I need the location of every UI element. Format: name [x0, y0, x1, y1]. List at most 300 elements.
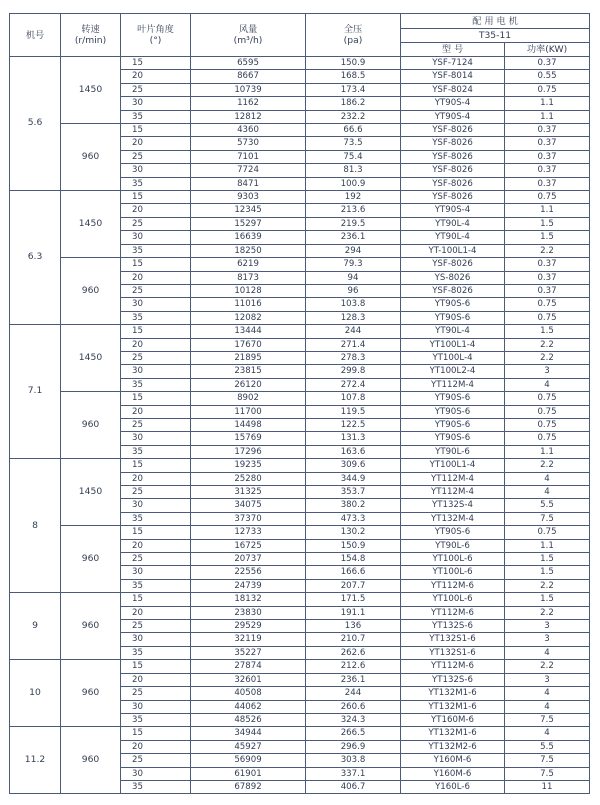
flow-cell: 31325 — [191, 486, 306, 499]
motor-power-cell: 2.2 — [505, 606, 590, 619]
motor-type-cell: Y160L-6 — [401, 780, 505, 793]
pressure-cell: 219.5 — [306, 217, 401, 230]
flow-cell: 7724 — [191, 164, 306, 177]
motor-power-cell: 0.37 — [505, 258, 590, 271]
angle-cell: 25 — [121, 351, 191, 364]
flow-cell: 5730 — [191, 137, 306, 150]
pressure-cell: 210.7 — [306, 633, 401, 646]
motor-power-cell: 3 — [505, 620, 590, 633]
pressure-cell: 244 — [306, 687, 401, 700]
motor-type-cell: YT90S-6 — [401, 392, 505, 405]
flow-cell: 67892 — [191, 780, 306, 793]
angle-cell: 20 — [121, 338, 191, 351]
motor-type-cell: YT112M-4 — [401, 486, 505, 499]
angle-cell: 30 — [121, 298, 191, 311]
flow-cell: 27874 — [191, 660, 306, 673]
motor-power-cell: 2.2 — [505, 459, 590, 472]
motor-power-cell: 1.1 — [505, 445, 590, 458]
motor-power-cell: 4 — [505, 700, 590, 713]
pressure-cell: 232.2 — [306, 110, 401, 123]
table-row — [10, 660, 590, 673]
motor-type-cell: YT90S-4 — [401, 204, 505, 217]
flow-cell: 4360 — [191, 124, 306, 137]
table-row — [10, 392, 590, 405]
motor-type-cell: YT160M-6 — [401, 713, 505, 726]
motor-power-cell: 0.55 — [505, 70, 590, 83]
angle-cell: 15 — [121, 325, 191, 338]
pressure-cell: 296.9 — [306, 740, 401, 753]
motor-type-cell: Y160M-6 — [401, 767, 505, 780]
angle-cell: 35 — [121, 713, 191, 726]
angle-cell: 30 — [121, 566, 191, 579]
header-flow — [191, 14, 306, 57]
motor-power-cell: 2.2 — [505, 244, 590, 257]
flow-cell: 11016 — [191, 298, 306, 311]
angle-cell: 35 — [121, 244, 191, 257]
flow-cell: 8667 — [191, 70, 306, 83]
flow-cell: 1162 — [191, 97, 306, 110]
motor-power-cell: 2.2 — [505, 338, 590, 351]
motor-power-cell: 7.5 — [505, 767, 590, 780]
table-row — [10, 459, 590, 472]
pressure-cell: 236.1 — [306, 231, 401, 244]
motor-power-cell: 0.75 — [505, 526, 590, 539]
pressure-cell: 353.7 — [306, 486, 401, 499]
angle-cell: 20 — [121, 740, 191, 753]
pressure-cell: 192 — [306, 191, 401, 204]
motor-power-cell: 2.2 — [505, 660, 590, 673]
motor-power-cell: 0.37 — [505, 150, 590, 163]
motor-type-cell: YT132S1-6 — [401, 646, 505, 659]
motor-power-cell: 1.5 — [505, 553, 590, 566]
angle-cell: 25 — [121, 217, 191, 230]
angle-cell: 20 — [121, 70, 191, 83]
motor-type-cell: YT100L-6 — [401, 566, 505, 579]
motor-power-cell: 11 — [505, 780, 590, 793]
pressure-cell: 278.3 — [306, 351, 401, 364]
motor-power-cell: 0.37 — [505, 284, 590, 297]
pressure-cell: 272.4 — [306, 378, 401, 391]
flow-cell: 21895 — [191, 351, 306, 364]
angle-cell: 35 — [121, 110, 191, 123]
pressure-cell: 81.3 — [306, 164, 401, 177]
flow-cell: 12812 — [191, 110, 306, 123]
angle-cell: 30 — [121, 633, 191, 646]
flow-cell: 40508 — [191, 687, 306, 700]
header-motor-series: T35-11 — [401, 29, 590, 43]
angle-cell: 20 — [121, 405, 191, 418]
flow-cell: 20737 — [191, 553, 306, 566]
motor-type-cell: YT90S-6 — [401, 432, 505, 445]
motor-type-cell: YT132M1-6 — [401, 700, 505, 713]
header-angle — [121, 14, 191, 57]
table-row — [10, 593, 590, 606]
flow-cell: 22556 — [191, 566, 306, 579]
pressure-cell: 128.3 — [306, 311, 401, 324]
angle-cell: 20 — [121, 673, 191, 686]
angle-cell: 25 — [121, 150, 191, 163]
motor-type-cell: YT90S-4 — [401, 110, 505, 123]
speed-cell: 960 — [61, 593, 121, 660]
motor-type-cell: YT132M2-6 — [401, 740, 505, 753]
motor-power-cell: 4 — [505, 472, 590, 485]
pressure-cell: 337.1 — [306, 767, 401, 780]
flow-cell: 12733 — [191, 526, 306, 539]
flow-cell: 24739 — [191, 579, 306, 592]
motor-power-cell: 5.5 — [505, 499, 590, 512]
motor-power-cell: 7.5 — [505, 713, 590, 726]
angle-cell: 25 — [121, 486, 191, 499]
speed-cell: 1450 — [61, 57, 121, 124]
pressure-cell: 324.3 — [306, 713, 401, 726]
pressure-cell: 131.3 — [306, 432, 401, 445]
pressure-cell: 473.3 — [306, 512, 401, 525]
motor-type-cell: YSF-7124 — [401, 57, 505, 70]
angle-cell: 15 — [121, 660, 191, 673]
flow-cell: 32119 — [191, 633, 306, 646]
angle-cell: 35 — [121, 445, 191, 458]
header-flow-label: 风量 — [238, 24, 258, 35]
motor-type-cell: YT100L-6 — [401, 553, 505, 566]
flow-cell: 7101 — [191, 150, 306, 163]
flow-cell: 8173 — [191, 271, 306, 284]
motor-type-cell: YT112M-4 — [401, 472, 505, 485]
model-cell: 11.2 — [10, 727, 61, 794]
motor-type-cell: YT112M-4 — [401, 378, 505, 391]
angle-cell: 20 — [121, 606, 191, 619]
speed-cell: 960 — [61, 258, 121, 325]
motor-type-cell: YT112M-6 — [401, 606, 505, 619]
pressure-cell: 262.6 — [306, 646, 401, 659]
motor-power-cell: 4 — [505, 687, 590, 700]
motor-power-cell: 0.75 — [505, 418, 590, 431]
angle-cell: 25 — [121, 687, 191, 700]
pressure-cell: 150.9 — [306, 57, 401, 70]
motor-power-cell: 0.75 — [505, 405, 590, 418]
motor-type-cell: YT132S1-6 — [401, 633, 505, 646]
flow-cell: 34944 — [191, 727, 306, 740]
fan-performance-table-container — [9, 13, 589, 794]
flow-cell: 61901 — [191, 767, 306, 780]
table-row — [10, 57, 590, 70]
model-cell: 5.6 — [10, 57, 61, 191]
table-row — [10, 191, 590, 204]
flow-cell: 17670 — [191, 338, 306, 351]
pressure-cell: 130.2 — [306, 526, 401, 539]
motor-type-cell: YSF-8026 — [401, 150, 505, 163]
flow-cell: 11700 — [191, 405, 306, 418]
motor-power-cell: 1.5 — [505, 325, 590, 338]
motor-type-cell: YT90L-6 — [401, 445, 505, 458]
motor-power-cell: 5.5 — [505, 740, 590, 753]
motor-type-cell: YSF-8026 — [401, 177, 505, 190]
flow-cell: 18250 — [191, 244, 306, 257]
angle-cell: 25 — [121, 418, 191, 431]
pressure-cell: 244 — [306, 325, 401, 338]
speed-cell: 960 — [61, 660, 121, 727]
flow-cell: 48526 — [191, 713, 306, 726]
flow-cell: 8471 — [191, 177, 306, 190]
motor-power-cell: 0.37 — [505, 177, 590, 190]
motor-type-cell: YSF-8014 — [401, 70, 505, 83]
angle-cell: 15 — [121, 258, 191, 271]
motor-type-cell: YT100L1-4 — [401, 338, 505, 351]
motor-power-cell: 0.75 — [505, 298, 590, 311]
motor-power-cell: 7.5 — [505, 754, 590, 767]
header-speed — [61, 14, 121, 57]
pressure-cell: 79.3 — [306, 258, 401, 271]
motor-power-cell: 4 — [505, 378, 590, 391]
pressure-cell: 191.1 — [306, 606, 401, 619]
motor-power-cell: 4 — [505, 486, 590, 499]
motor-power-cell: 3 — [505, 673, 590, 686]
header-model: 机号 — [10, 14, 61, 57]
model-cell: 7.1 — [10, 325, 61, 459]
pressure-cell: 294 — [306, 244, 401, 257]
pressure-cell: 94 — [306, 271, 401, 284]
flow-cell: 26120 — [191, 378, 306, 391]
model-cell: 8 — [10, 459, 61, 593]
angle-cell: 35 — [121, 311, 191, 324]
motor-type-cell: YT90S-6 — [401, 418, 505, 431]
flow-cell: 16639 — [191, 231, 306, 244]
pressure-cell: 309.6 — [306, 459, 401, 472]
motor-power-cell: 0.75 — [505, 191, 590, 204]
motor-type-cell: YT90S-6 — [401, 405, 505, 418]
flow-cell: 12345 — [191, 204, 306, 217]
header-speed-label: 转速 — [81, 24, 100, 35]
motor-power-cell: 4 — [505, 646, 590, 659]
pressure-cell: 299.8 — [306, 365, 401, 378]
angle-cell: 25 — [121, 754, 191, 767]
motor-power-cell: 0.75 — [505, 83, 590, 96]
model-cell: 10 — [10, 660, 61, 727]
angle-cell: 15 — [121, 191, 191, 204]
motor-power-cell: 1.1 — [505, 539, 590, 552]
pressure-cell: 344.9 — [306, 472, 401, 485]
angle-cell: 25 — [121, 620, 191, 633]
pressure-cell: 75.4 — [306, 150, 401, 163]
flow-cell: 19235 — [191, 459, 306, 472]
angle-cell: 30 — [121, 767, 191, 780]
angle-cell: 35 — [121, 378, 191, 391]
pressure-cell: 207.7 — [306, 579, 401, 592]
header-angle-label: 叶片角度 — [137, 24, 174, 35]
flow-cell: 15297 — [191, 217, 306, 230]
motor-power-cell: 2.2 — [505, 351, 590, 364]
motor-type-cell: YT100L2-4 — [401, 365, 505, 378]
angle-cell: 15 — [121, 57, 191, 70]
motor-power-cell: 0.37 — [505, 137, 590, 150]
pressure-cell: 150.9 — [306, 539, 401, 552]
flow-cell: 23830 — [191, 606, 306, 619]
motor-type-cell: YSF-8026 — [401, 137, 505, 150]
motor-type-cell: YT90S-6 — [401, 311, 505, 324]
motor-type-cell: YT132S-6 — [401, 620, 505, 633]
header-pressure — [306, 14, 401, 57]
table-row — [10, 258, 590, 271]
speed-cell: 1450 — [61, 325, 121, 392]
flow-cell: 6595 — [191, 57, 306, 70]
motor-type-cell: YT-100L1-4 — [401, 244, 505, 257]
angle-cell: 35 — [121, 579, 191, 592]
speed-cell: 960 — [61, 526, 121, 593]
angle-cell: 25 — [121, 284, 191, 297]
flow-cell: 23815 — [191, 365, 306, 378]
flow-cell: 9303 — [191, 191, 306, 204]
angle-cell: 15 — [121, 593, 191, 606]
pressure-cell: 212.6 — [306, 660, 401, 673]
angle-cell: 25 — [121, 553, 191, 566]
table-row — [10, 124, 590, 137]
motor-type-cell: YT132M1-6 — [401, 727, 505, 740]
flow-cell: 8902 — [191, 392, 306, 405]
speed-cell: 1450 — [61, 191, 121, 258]
header-speed-unit: (r/min) — [74, 35, 107, 46]
angle-cell: 15 — [121, 124, 191, 137]
motor-type-cell: YT132S-6 — [401, 673, 505, 686]
motor-type-cell: YSF-8026 — [401, 284, 505, 297]
header-angle-unit: (°) — [149, 35, 162, 46]
motor-power-cell: 4 — [505, 727, 590, 740]
flow-cell: 10128 — [191, 284, 306, 297]
header-motor: 配 用 电 机 — [401, 14, 590, 29]
pressure-cell: 73.5 — [306, 137, 401, 150]
motor-type-cell: YT90L-6 — [401, 539, 505, 552]
flow-cell: 10739 — [191, 83, 306, 96]
flow-cell: 35227 — [191, 646, 306, 659]
motor-type-cell: YT100L-6 — [401, 593, 505, 606]
motor-type-cell: YT100L1-4 — [401, 459, 505, 472]
pressure-cell: 168.5 — [306, 70, 401, 83]
speed-cell: 960 — [61, 727, 121, 794]
angle-cell: 15 — [121, 459, 191, 472]
pressure-cell: 122.5 — [306, 418, 401, 431]
angle-cell: 15 — [121, 727, 191, 740]
table-row — [10, 526, 590, 539]
pressure-cell: 186.2 — [306, 97, 401, 110]
motor-power-cell: 0.37 — [505, 164, 590, 177]
flow-cell: 13444 — [191, 325, 306, 338]
model-cell: 6.3 — [10, 191, 61, 325]
motor-type-cell: YT112M-6 — [401, 660, 505, 673]
motor-type-cell: YT90L-4 — [401, 325, 505, 338]
angle-cell: 20 — [121, 472, 191, 485]
motor-type-cell: YT90S-4 — [401, 97, 505, 110]
motor-type-cell: YSF-8026 — [401, 258, 505, 271]
table-body — [10, 57, 590, 794]
motor-type-cell: YT132M-4 — [401, 512, 505, 525]
pressure-cell: 171.5 — [306, 593, 401, 606]
motor-type-cell: YT132S-4 — [401, 499, 505, 512]
motor-type-cell: Y160M-6 — [401, 754, 505, 767]
motor-power-cell: 2.2 — [505, 579, 590, 592]
header-pressure-label: 全压 — [343, 24, 363, 35]
motor-type-cell: YT90L-4 — [401, 231, 505, 244]
motor-power-cell: 0.37 — [505, 124, 590, 137]
motor-type-cell: YT90S-6 — [401, 526, 505, 539]
pressure-cell: 260.6 — [306, 700, 401, 713]
header-motor-type: 型 号 — [401, 43, 505, 57]
speed-cell: 960 — [61, 124, 121, 191]
angle-cell: 20 — [121, 271, 191, 284]
speed-cell: 1450 — [61, 459, 121, 526]
angle-cell: 30 — [121, 700, 191, 713]
motor-power-cell: 3 — [505, 365, 590, 378]
motor-power-cell: 1.5 — [505, 217, 590, 230]
pressure-cell: 100.9 — [306, 177, 401, 190]
pressure-cell: 163.6 — [306, 445, 401, 458]
angle-cell: 20 — [121, 539, 191, 552]
angle-cell: 35 — [121, 646, 191, 659]
motor-power-cell: 0.75 — [505, 432, 590, 445]
angle-cell: 30 — [121, 97, 191, 110]
pressure-cell: 406.7 — [306, 780, 401, 793]
angle-cell: 30 — [121, 432, 191, 445]
motor-power-cell: 1.1 — [505, 110, 590, 123]
pressure-cell: 303.8 — [306, 754, 401, 767]
pressure-cell: 96 — [306, 284, 401, 297]
motor-power-cell: 0.37 — [505, 57, 590, 70]
motor-type-cell: YT132M1-6 — [401, 687, 505, 700]
motor-power-cell: 0.37 — [505, 271, 590, 284]
model-cell: 9 — [10, 593, 61, 660]
flow-cell: 12082 — [191, 311, 306, 324]
flow-cell: 45927 — [191, 740, 306, 753]
motor-power-cell: 1.5 — [505, 231, 590, 244]
motor-type-cell: YT90S-6 — [401, 298, 505, 311]
motor-power-cell: 7.5 — [505, 512, 590, 525]
angle-cell: 35 — [121, 512, 191, 525]
flow-cell: 6219 — [191, 258, 306, 271]
flow-cell: 37370 — [191, 512, 306, 525]
pressure-cell: 107.8 — [306, 392, 401, 405]
angle-cell: 30 — [121, 164, 191, 177]
motor-power-cell: 0.75 — [505, 392, 590, 405]
pressure-cell: 103.8 — [306, 298, 401, 311]
pressure-cell: 380.2 — [306, 499, 401, 512]
pressure-cell: 236.1 — [306, 673, 401, 686]
motor-type-cell: YSF-8026 — [401, 191, 505, 204]
flow-cell: 14498 — [191, 418, 306, 431]
angle-cell: 30 — [121, 231, 191, 244]
flow-cell: 32601 — [191, 673, 306, 686]
motor-power-cell: 1.1 — [505, 97, 590, 110]
motor-power-cell: 1.5 — [505, 593, 590, 606]
angle-cell: 35 — [121, 177, 191, 190]
angle-cell: 15 — [121, 392, 191, 405]
speed-cell: 960 — [61, 392, 121, 459]
flow-cell: 16725 — [191, 539, 306, 552]
motor-type-cell: YT90L-4 — [401, 217, 505, 230]
flow-cell: 34075 — [191, 499, 306, 512]
angle-cell: 30 — [121, 499, 191, 512]
motor-type-cell: YT112M-6 — [401, 579, 505, 592]
pressure-cell: 154.8 — [306, 553, 401, 566]
pressure-cell: 66.6 — [306, 124, 401, 137]
flow-cell: 17296 — [191, 445, 306, 458]
angle-cell: 20 — [121, 204, 191, 217]
flow-cell: 15769 — [191, 432, 306, 445]
motor-type-cell: YSF-8026 — [401, 124, 505, 137]
motor-power-cell: 1.1 — [505, 204, 590, 217]
flow-cell: 29529 — [191, 620, 306, 633]
motor-type-cell: YT100L-4 — [401, 351, 505, 364]
pressure-cell: 173.4 — [306, 83, 401, 96]
flow-cell: 18132 — [191, 593, 306, 606]
pressure-cell: 119.5 — [306, 405, 401, 418]
pressure-cell: 166.6 — [306, 566, 401, 579]
